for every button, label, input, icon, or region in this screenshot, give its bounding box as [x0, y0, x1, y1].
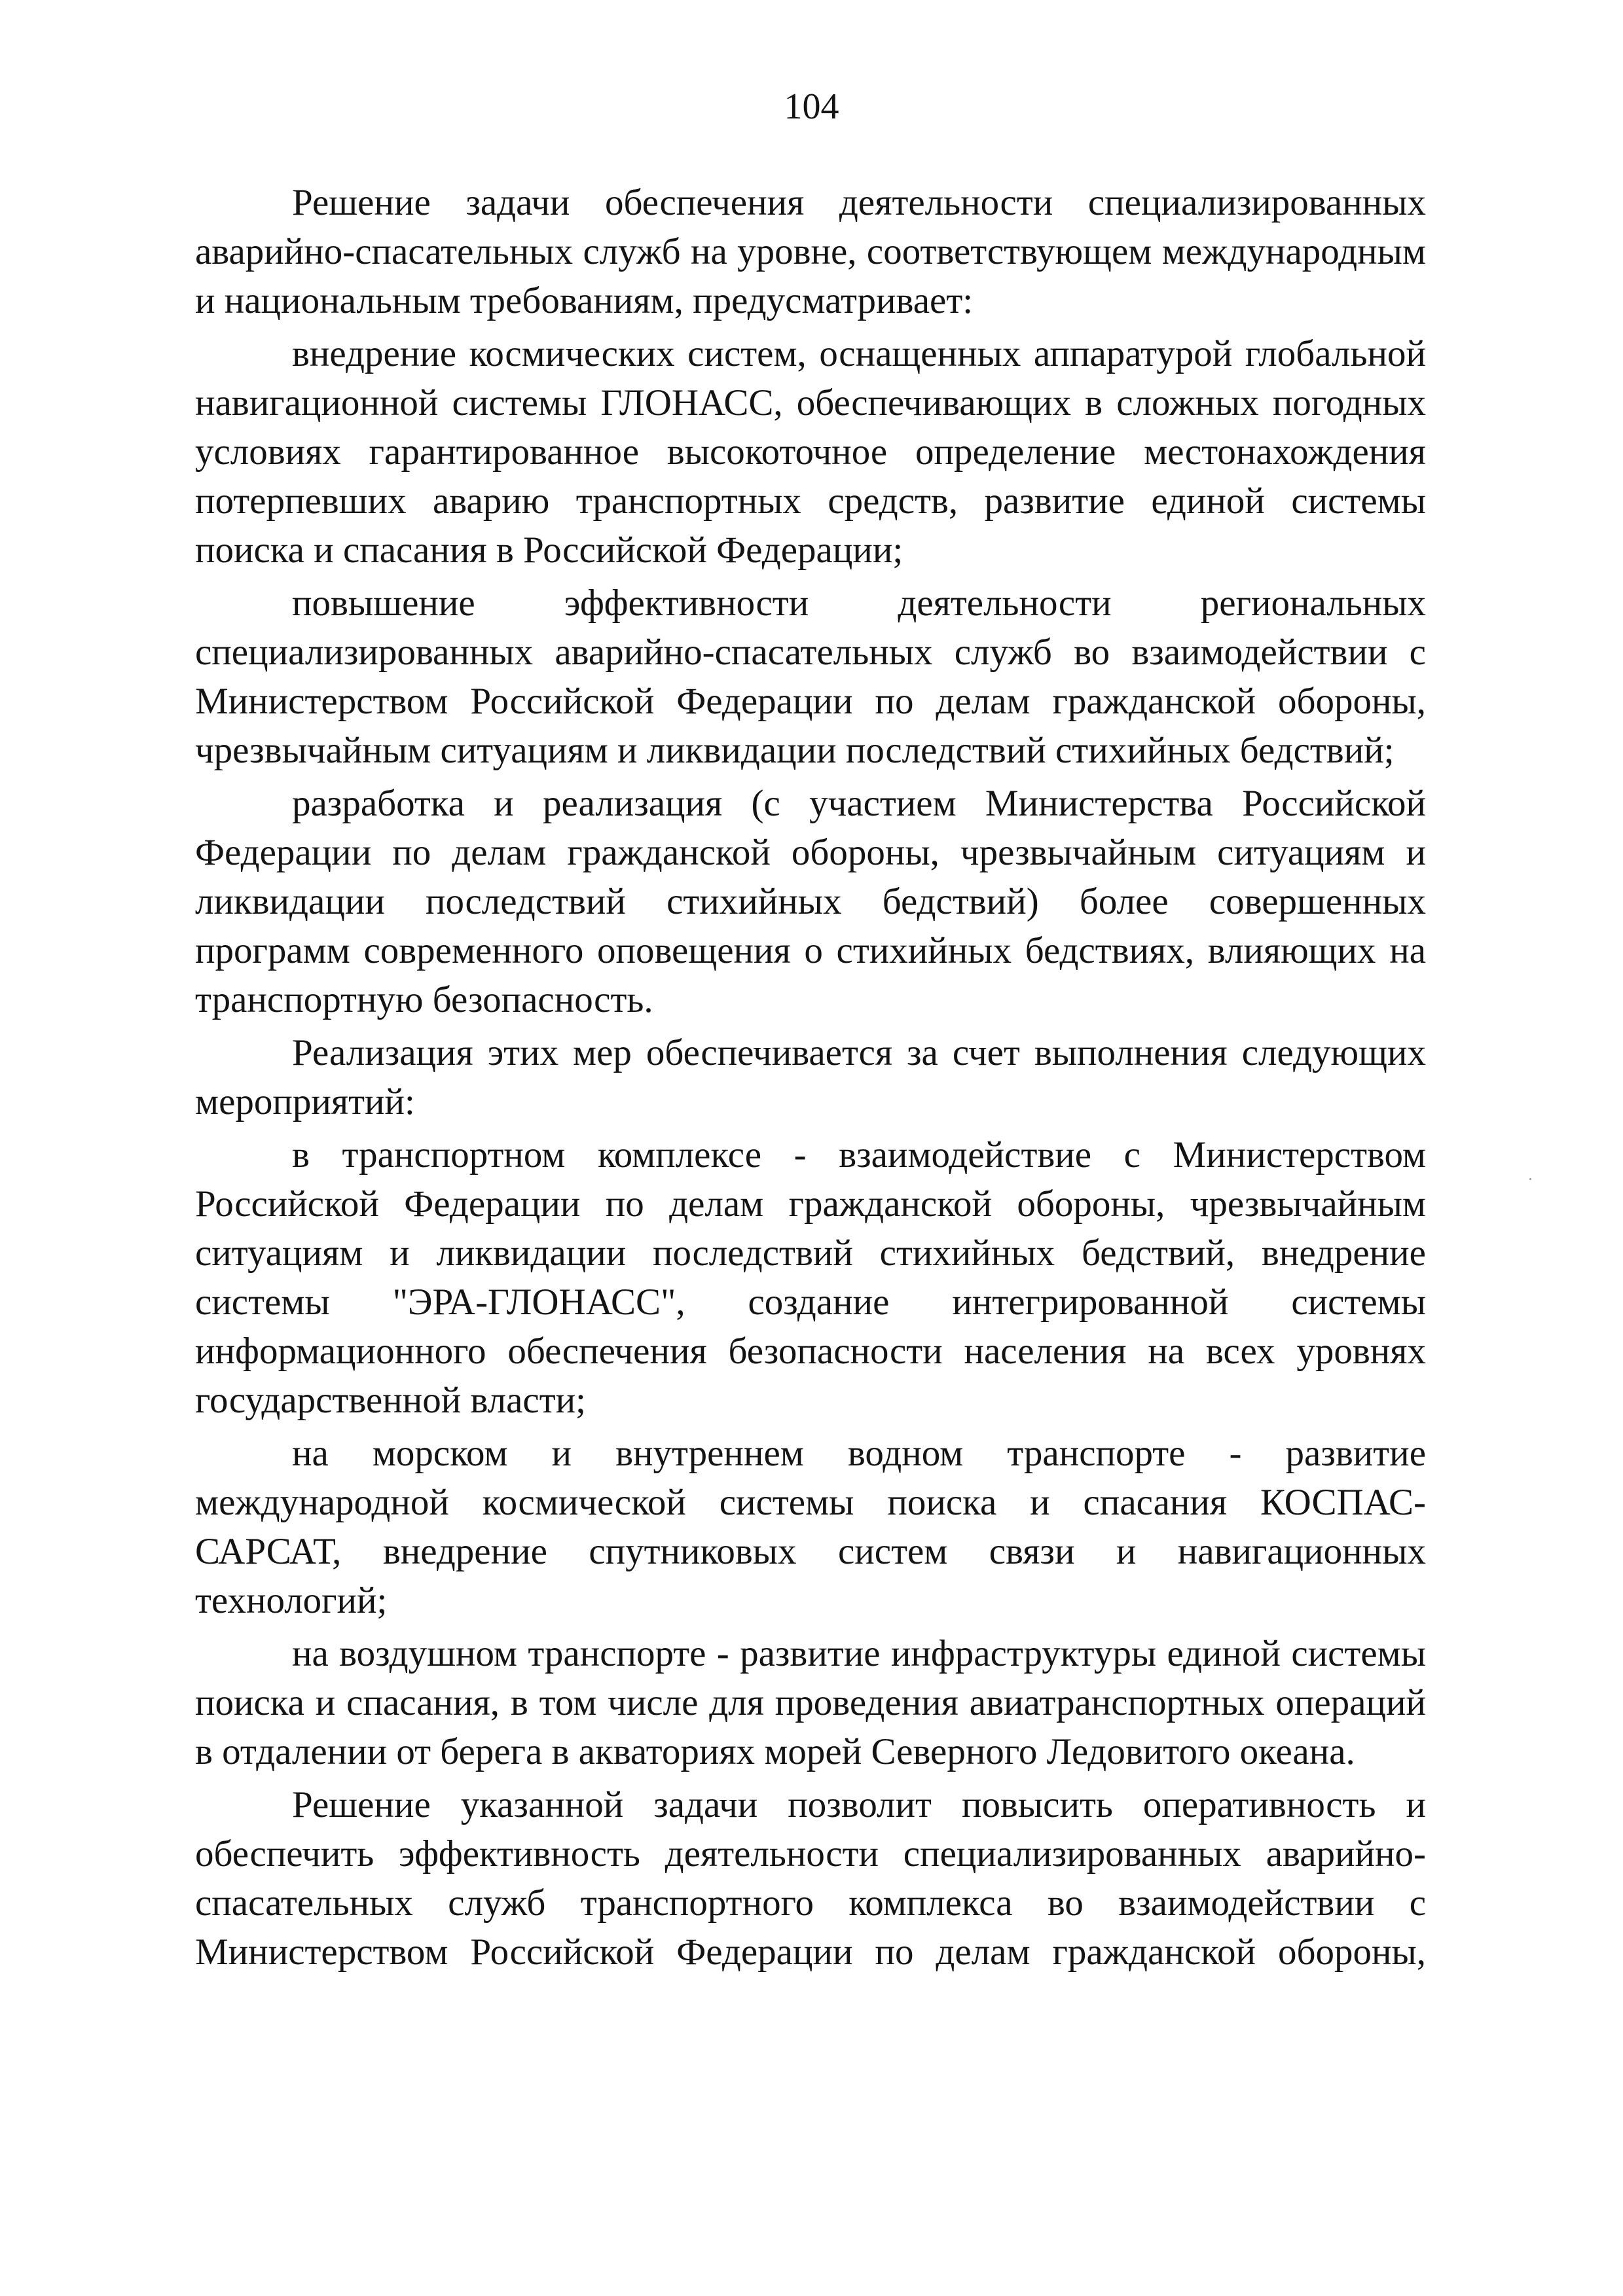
- page-number: 104: [784, 86, 839, 127]
- paragraph-transport-complex: в транспортном комплексе - взаимодействие с Министерством Российской Федерации по делам гражданской обороны, чрезвычайным ситуациям и ликвидации последствий стихийных бедствий, внедрение системы "ЭРА-ГЛОНАСС", создание интегрированной системы информационного обеспечения безопасности населения на всех уровнях государственной власти;: [195, 1134, 1426, 1421]
- paragraph-air-transport: на воздушном транспорте - развитие инфраструктуры единой системы поиска и спасания, в том числе для проведения авиатранспортных операций в отдалении от берега в акваториях морей Северного Ледовитого океана.: [195, 1633, 1426, 1772]
- paragraph-regional-services: повышение эффективности деятельности региональных специализированных аварийно-спасательных служб во взаимодействии с Министерством Российской Федерации по делам гражданской обороны, чрезвычайным ситуациям и ликвидации последствий стихийных бедствий;: [195, 583, 1426, 771]
- paragraph-measures-intro: Реализация этих мер обеспечивается за счет выполнения следующих мероприятий:: [195, 1032, 1426, 1122]
- paragraph-task-result: Решение указанной задачи позволит повысить оперативность и обеспечить эффективность деятельности специализированных аварийно-спасательных служб транспортного комплекса во взаимодействии с Министерством Российской Федерации по делам гражданской обороны,: [195, 1784, 1426, 1973]
- scan-speck: [1529, 1178, 1531, 1180]
- paragraph-glonass-systems: внедрение космических систем, оснащенных аппаратурой глобальной навигационной системы ГЛОНАСС, обеспечивающих в сложных погодных условиях гарантированное высокоточное определение местонахождения потерпевших аварию транспортных средств, развитие единой системы поиска и спасания в Российской Федерации;: [195, 333, 1426, 571]
- document-body: [195, 178, 1426, 1983]
- paragraph-task-intro: Решение задачи обеспечения деятельности специализированных аварийно-спасательных служб на уровне, соответствующем международным и национальным требованиям, предусматривает:: [195, 182, 1426, 321]
- paragraph-warning-programs: разработка и реализация (с участием Министерства Российской Федерации по делам гражданской обороны, чрезвычайным ситуациям и ликвидации последствий стихийных бедствий) более совершенных программ современного оповещения о стихийных бедствиях, влияющих на транспортную безопасность.: [195, 783, 1426, 1020]
- paragraph-maritime-transport: на морском и внутреннем водном транспорте - развитие международной космической системы поиска и спасания КОСПАС-САРСАТ, внедрение спутниковых систем связи и навигационных технологий;: [195, 1433, 1426, 1621]
